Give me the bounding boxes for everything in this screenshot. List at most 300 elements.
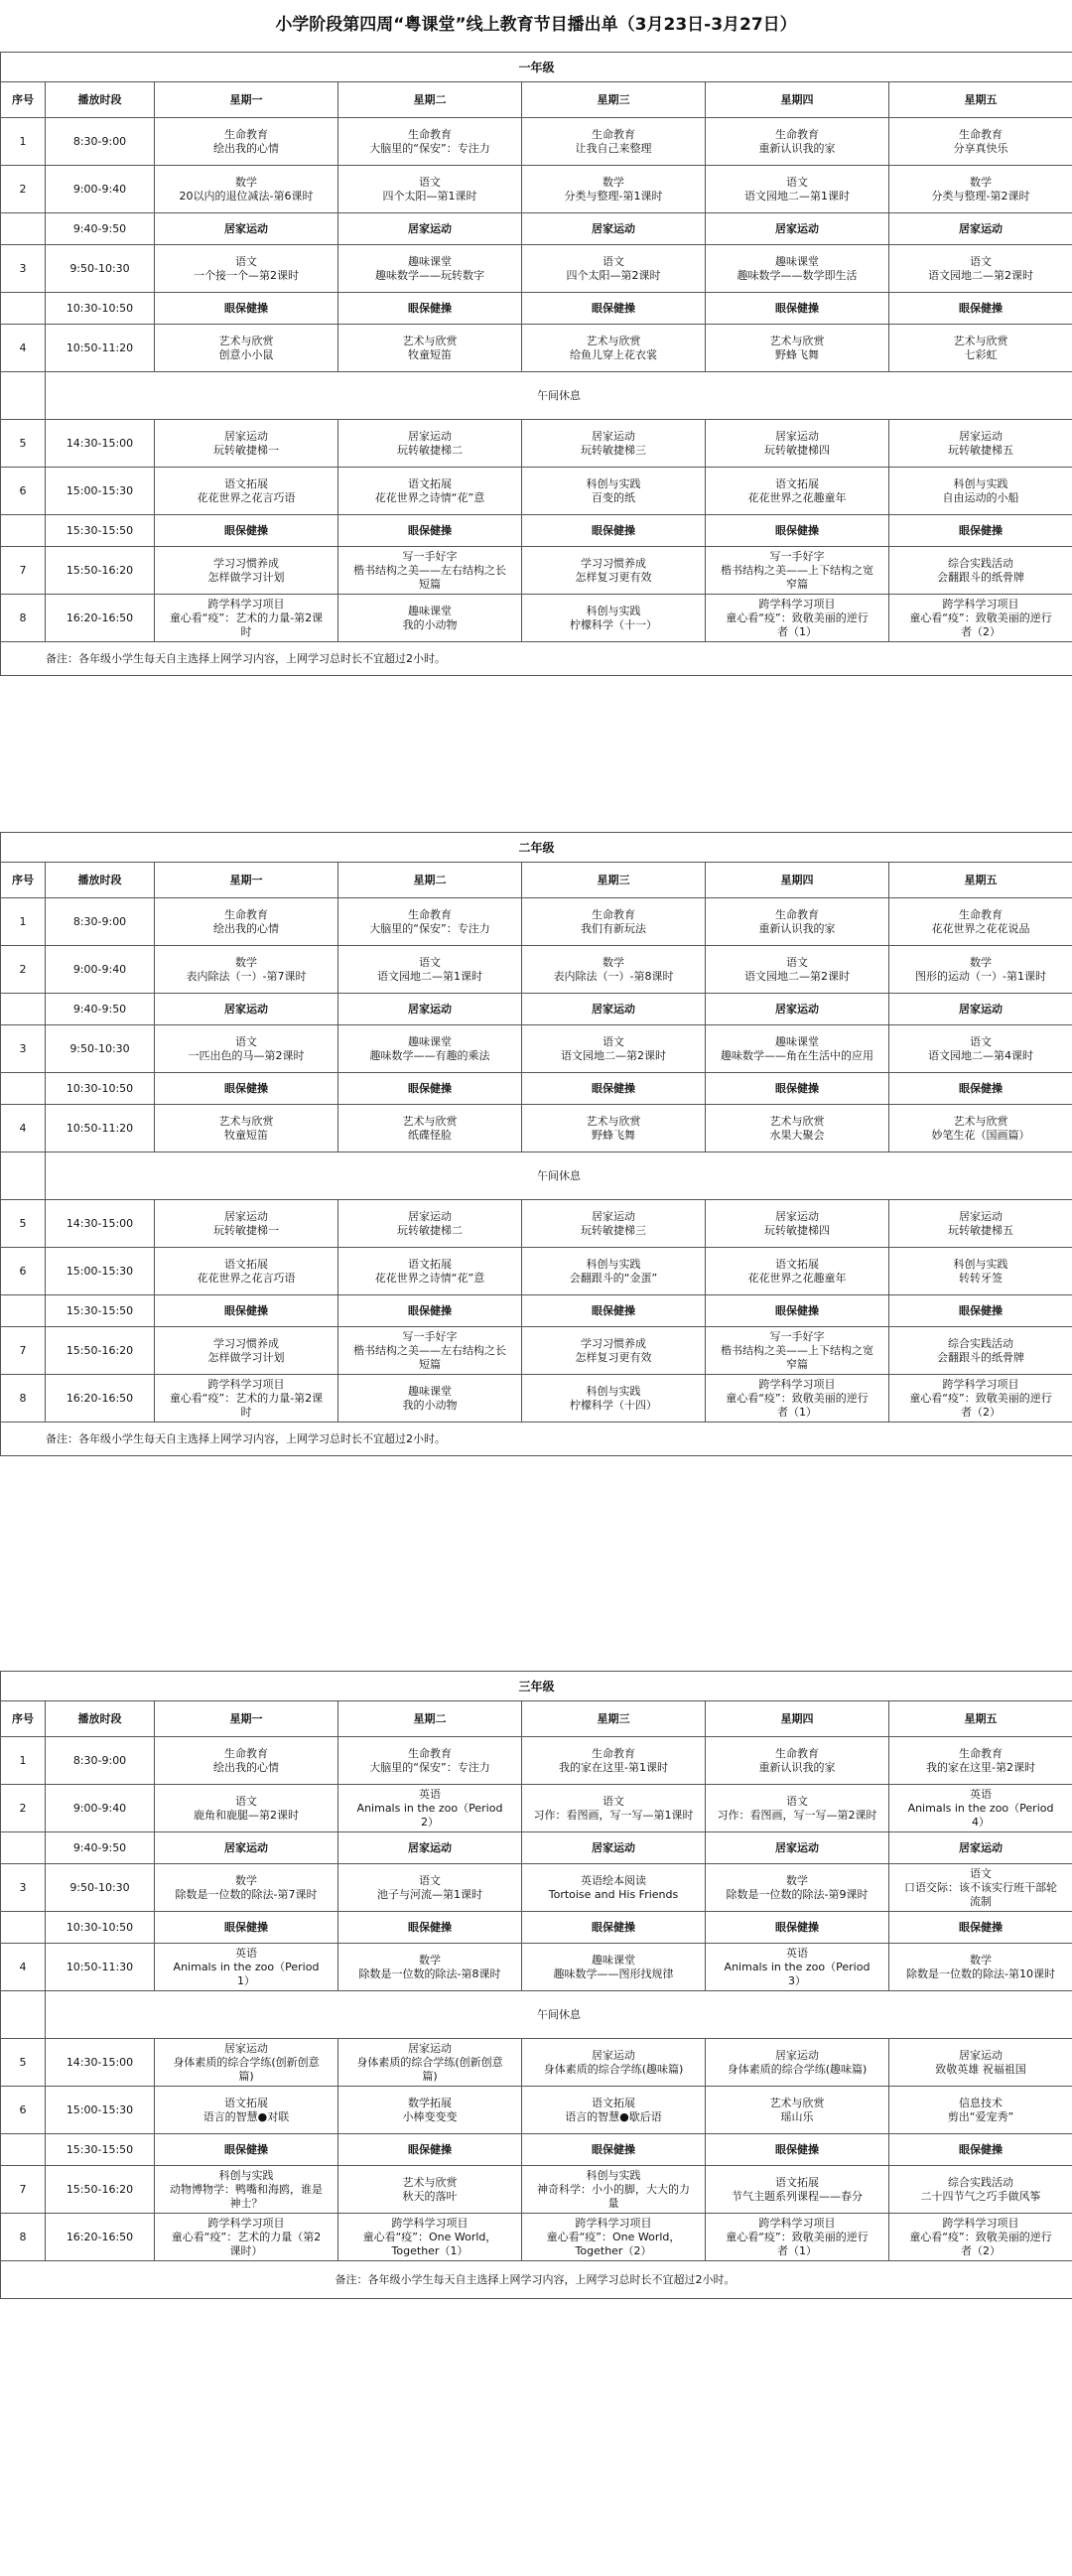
program-subject: 语文 xyxy=(786,1794,808,1808)
row-number: 1 xyxy=(1,118,46,166)
program-cell xyxy=(338,1248,522,1295)
time-slot: 16:20-16:50 xyxy=(46,595,155,642)
program-subject: 跨学科学习项目 xyxy=(942,2216,1019,2230)
program-topic: 语文园地二—第1课时 xyxy=(744,189,850,203)
row-number: 1 xyxy=(1,1737,46,1785)
program-subject: 科创与实践 xyxy=(953,476,1008,490)
program-cell xyxy=(889,994,1072,1025)
table-row xyxy=(1,1944,1072,1991)
program-topic: 池子与河流—第1课时 xyxy=(377,1887,482,1901)
activity-row xyxy=(1,1832,1072,1864)
program-cell xyxy=(706,1327,889,1375)
time-slot: 10:30-10:50 xyxy=(46,1912,155,1944)
program-subject: 数学拓展 xyxy=(408,2096,452,2109)
program-cell xyxy=(155,547,338,595)
program-subject: 数学 xyxy=(603,955,624,969)
program-cell xyxy=(155,166,338,213)
program-subject: 学习习惯养成 xyxy=(213,556,279,570)
time-slot: 9:50-10:30 xyxy=(46,1025,155,1073)
program-cell xyxy=(706,1944,889,1991)
program-cell xyxy=(155,1327,338,1375)
program-cell xyxy=(889,1248,1072,1295)
program-cell xyxy=(706,2087,889,2134)
program-cell xyxy=(522,213,706,245)
table-row xyxy=(1,325,1072,372)
program-cell xyxy=(522,1785,706,1832)
program-subject: 语文 xyxy=(970,1866,993,1880)
program-cell xyxy=(338,515,522,547)
program-cell xyxy=(889,2166,1072,2214)
column-header: 星期三 xyxy=(522,863,706,898)
activity-row xyxy=(1,1912,1072,1944)
program-cell xyxy=(706,994,889,1025)
column-header: 星期二 xyxy=(338,82,522,118)
program-topic: 者（2） xyxy=(961,1405,1002,1419)
program-cell xyxy=(522,2166,706,2214)
program-subject: 眼保健操 xyxy=(224,523,268,537)
program-cell xyxy=(155,898,338,946)
column-header: 星期三 xyxy=(522,82,706,118)
table-row xyxy=(1,595,1072,642)
time-slot: 16:20-16:50 xyxy=(46,2214,155,2261)
program-subject: 眼保健操 xyxy=(959,523,1004,537)
program-subject: 跨学科学习项目 xyxy=(942,597,1019,610)
program-topic: 表内除法（一）-第7课时 xyxy=(186,969,307,983)
program-cell xyxy=(706,2039,889,2087)
program-subject: 居家运动 xyxy=(775,429,819,443)
program-subject: 数学 xyxy=(235,1873,257,1887)
program-topic: 短篇 xyxy=(419,577,441,591)
program-topic: 致敬英雄 祝福祖国 xyxy=(935,2062,1026,2076)
program-subject: 语文拓展 xyxy=(775,1257,819,1271)
column-header: 星期一 xyxy=(155,863,338,898)
program-topic: 除数是一位数的除法-第10课时 xyxy=(906,1966,1055,1980)
program-topic: 语言的智慧●对联 xyxy=(202,2109,290,2123)
program-subject: 英语 xyxy=(419,1787,441,1801)
program-topic: 童心看“疫”：One World， xyxy=(362,2230,497,2243)
table-row xyxy=(1,468,1072,515)
program-subject: 语文 xyxy=(235,1034,257,1048)
program-cell xyxy=(706,1864,889,1912)
program-subject: 眼保健操 xyxy=(592,1920,635,1934)
program-topic: 趣味数学——图形找规律 xyxy=(553,1966,674,1980)
program-topic: 怎样复习更有效 xyxy=(575,1350,652,1364)
table-row xyxy=(1,1025,1072,1073)
program-cell xyxy=(706,2166,889,2214)
program-topic: 百变的纸 xyxy=(592,490,635,504)
program-subject: 科创与实践 xyxy=(586,1384,641,1398)
program-cell xyxy=(155,1073,338,1105)
program-topic: 重新认识我的家 xyxy=(758,1760,836,1774)
program-subject: 语文拓展 xyxy=(408,476,452,490)
program-topic: 重新认识我的家 xyxy=(758,141,836,155)
program-topic: 花花世界之诗情“花”意 xyxy=(374,1271,485,1285)
program-cell xyxy=(338,994,522,1025)
program-cell xyxy=(522,2087,706,2134)
program-topic: 给鱼儿穿上花衣裳 xyxy=(570,347,657,361)
program-subject: 居家运动 xyxy=(408,1840,452,1854)
row-number xyxy=(1,213,46,245)
time-slot: 9:40-9:50 xyxy=(46,1832,155,1864)
program-topic: 一个接一个—第2课时 xyxy=(194,268,299,282)
program-cell xyxy=(706,2214,889,2261)
program-subject: 居家运动 xyxy=(408,1209,452,1223)
time-slot: 14:30-15:00 xyxy=(46,1200,155,1248)
program-cell xyxy=(155,1785,338,1832)
note-text: 备注：各年级小学生每天自主选择上网学习内容，上网学习总时长不宜超过2小时。 xyxy=(1,2261,1072,2299)
program-cell xyxy=(338,1944,522,1991)
program-topic: 大脑里的“保安”：专注力 xyxy=(369,921,490,935)
program-topic: 4） xyxy=(972,1815,991,1829)
lunch-break-label: 午间休息 xyxy=(46,1991,1072,2039)
program-cell xyxy=(706,898,889,946)
program-topic: 时 xyxy=(240,624,252,638)
program-topic: 牧童短笛 xyxy=(224,1128,268,1142)
program-topic: 语文园地二—第4课时 xyxy=(928,1048,1034,1062)
program-topic: 童心看“疫”：One World， xyxy=(546,2230,681,2243)
program-subject: 眼保健操 xyxy=(224,1303,268,1317)
program-subject: 生命教育 xyxy=(224,907,268,921)
program-cell xyxy=(155,293,338,325)
program-topic: 四个太阳—第2课时 xyxy=(566,268,661,282)
program-cell xyxy=(706,1832,889,1864)
program-subject: 居家运动 xyxy=(775,1840,819,1854)
row-number: 2 xyxy=(1,946,46,994)
program-cell xyxy=(522,118,706,166)
program-cell xyxy=(338,1864,522,1912)
program-topic: 牧童短笛 xyxy=(408,347,452,361)
program-subject: 综合实践活动 xyxy=(948,556,1014,570)
program-topic: 童心看“疫”：致敬美丽的逆行 xyxy=(909,2230,1052,2243)
time-slot: 8:30-9:00 xyxy=(46,118,155,166)
time-slot: 9:00-9:40 xyxy=(46,1785,155,1832)
program-cell xyxy=(706,1375,889,1423)
program-topic: 玩转敏捷梯三 xyxy=(581,1223,646,1237)
program-topic: 时 xyxy=(240,1405,252,1419)
time-slot: 8:30-9:00 xyxy=(46,898,155,946)
activity-row xyxy=(1,293,1072,325)
table-row xyxy=(1,547,1072,595)
program-topic: 花花世界之花趣童年 xyxy=(747,1271,847,1285)
program-subject: 语文拓展 xyxy=(224,1257,268,1271)
column-header: 星期四 xyxy=(706,82,889,118)
program-subject: 语文 xyxy=(419,955,441,969)
program-subject: 居家运动 xyxy=(775,2048,819,2062)
program-topic: Animals in the zoo（Period xyxy=(173,1960,320,1973)
program-cell xyxy=(155,1912,338,1944)
program-cell xyxy=(155,1105,338,1152)
program-topic: 习作：看图画，写一写—第1课时 xyxy=(533,1808,694,1822)
program-subject: 居家运动 xyxy=(775,1002,819,1016)
activity-row xyxy=(1,994,1072,1025)
program-topic: 野蜂飞舞 xyxy=(592,1128,635,1142)
time-slot: 14:30-15:00 xyxy=(46,2039,155,2087)
program-cell xyxy=(338,1327,522,1375)
grade-2-schedule xyxy=(0,832,1072,1456)
program-subject: 眼保健操 xyxy=(592,2142,635,2156)
program-subject: 居家运动 xyxy=(775,221,819,235)
program-cell xyxy=(155,1248,338,1295)
program-cell xyxy=(522,1200,706,1248)
row-number: 1 xyxy=(1,898,46,946)
note-text: 备注：各年级小学生每天自主选择上网学习内容，上网学习总时长不宜超过2小时。 xyxy=(1,642,1072,676)
program-subject: 跨学科学习项目 xyxy=(207,2216,285,2230)
program-cell xyxy=(338,468,522,515)
program-cell xyxy=(889,325,1072,372)
program-topic: 童心看“疫”：致敬美丽的逆行 xyxy=(909,610,1052,624)
row-number: 2 xyxy=(1,1785,46,1832)
program-cell xyxy=(155,2134,338,2166)
program-topic: 节气主题系列课程——春分 xyxy=(732,2189,863,2203)
program-cell xyxy=(522,898,706,946)
program-topic: 童心看“疫”：艺术的力量-第2课 xyxy=(169,610,324,624)
program-subject: 眼保健操 xyxy=(775,2142,819,2156)
time-slot: 15:50-16:20 xyxy=(46,547,155,595)
program-cell xyxy=(338,2134,522,2166)
program-cell xyxy=(155,2166,338,2214)
program-topic: 花花世界之花花说品 xyxy=(931,921,1030,935)
time-slot: 15:30-15:50 xyxy=(46,2134,155,2166)
note-text: 备注：各年级小学生每天自主选择上网学习内容，上网学习总时长不宜超过2小时。 xyxy=(1,1423,1072,1456)
column-header: 星期五 xyxy=(889,82,1072,118)
program-subject: 语文 xyxy=(603,1034,624,1048)
program-cell xyxy=(706,118,889,166)
program-cell xyxy=(706,1248,889,1295)
program-topic: Together（1） xyxy=(391,2243,469,2257)
program-cell xyxy=(889,515,1072,547)
program-cell xyxy=(522,1375,706,1423)
program-cell xyxy=(889,1944,1072,1991)
program-topic: 楷书结构之美——上下结构之宽 xyxy=(721,1343,873,1357)
program-cell xyxy=(889,2039,1072,2087)
program-cell xyxy=(522,245,706,293)
time-slot: 10:50-11:20 xyxy=(46,325,155,372)
page-title: 小学阶段第四周“粤课堂”线上教育节目播出单（3月23日-3月27日） xyxy=(275,15,797,35)
program-cell xyxy=(338,1295,522,1327)
column-header: 星期四 xyxy=(706,863,889,898)
program-cell xyxy=(155,1864,338,1912)
program-topic: 除数是一位数的除法-第8课时 xyxy=(358,1966,501,1980)
row-number xyxy=(1,1912,46,1944)
program-cell xyxy=(155,515,338,547)
program-topic: 口语交际：该不该实行班干部轮 xyxy=(904,1880,1058,1894)
program-subject: 趣味课堂 xyxy=(408,1034,452,1048)
row-number xyxy=(1,1832,46,1864)
program-subject: 居家运动 xyxy=(224,1209,268,1223)
table-row xyxy=(1,1327,1072,1375)
program-cell xyxy=(522,1832,706,1864)
program-subject: 居家运动 xyxy=(592,221,635,235)
program-cell xyxy=(338,245,522,293)
row-number xyxy=(1,515,46,547)
column-header-row xyxy=(1,1701,1072,1737)
lunch-break-label: 午间休息 xyxy=(46,372,1072,420)
program-cell xyxy=(522,2214,706,2261)
program-subject: 眼保健操 xyxy=(775,301,819,315)
program-topic: 野蜂飞舞 xyxy=(775,347,819,361)
program-cell xyxy=(889,2134,1072,2166)
program-subject: 居家运动 xyxy=(959,1209,1004,1223)
program-subject: 眼保健操 xyxy=(408,301,452,315)
program-subject: 学习习惯养成 xyxy=(581,556,646,570)
time-slot: 9:50-10:30 xyxy=(46,245,155,293)
program-cell xyxy=(155,1295,338,1327)
table-row xyxy=(1,1375,1072,1423)
program-topic: 量 xyxy=(607,2196,619,2210)
program-subject: 写一手好字 xyxy=(769,1329,825,1343)
program-cell xyxy=(155,325,338,372)
program-subject: 居家运动 xyxy=(224,2041,268,2055)
program-cell xyxy=(338,166,522,213)
program-subject: 眼保健操 xyxy=(775,1081,819,1095)
program-topic: 者（1） xyxy=(777,1405,817,1419)
program-cell xyxy=(338,1025,522,1073)
program-cell xyxy=(522,1073,706,1105)
program-cell xyxy=(522,420,706,468)
program-subject: 数学 xyxy=(603,175,624,189)
program-topic: 玩转敏捷梯二 xyxy=(397,1223,463,1237)
program-topic: 玩转敏捷梯四 xyxy=(764,443,830,457)
program-cell xyxy=(889,293,1072,325)
program-cell xyxy=(338,547,522,595)
program-subject: 语文拓展 xyxy=(408,1257,452,1271)
program-cell xyxy=(155,2214,338,2261)
program-subject: 居家运动 xyxy=(959,1002,1004,1016)
time-slot: 15:50-16:20 xyxy=(46,2166,155,2214)
row-number: 4 xyxy=(1,1944,46,1991)
program-topic: 七彩虹 xyxy=(964,347,998,361)
program-cell xyxy=(155,994,338,1025)
program-subject: 语文 xyxy=(970,1034,993,1048)
program-topic: 转转牙签 xyxy=(959,1271,1004,1285)
table-row xyxy=(1,1105,1072,1152)
program-cell xyxy=(889,1200,1072,1248)
column-header-row xyxy=(1,863,1072,898)
program-topic: 楷书结构之美——左右结构之长 xyxy=(353,563,506,577)
program-topic: 童心看“疫”：致敬美丽的逆行 xyxy=(726,1391,869,1405)
program-cell xyxy=(522,1327,706,1375)
table-row xyxy=(1,946,1072,994)
program-subject: 眼保健操 xyxy=(408,523,452,537)
program-cell xyxy=(889,1105,1072,1152)
program-topic: 1） xyxy=(237,1973,255,1987)
row-number xyxy=(1,994,46,1025)
row-number: 3 xyxy=(1,245,46,293)
program-topic: 秋天的落叶 xyxy=(402,2189,458,2203)
program-topic: 怎样复习更有效 xyxy=(575,570,652,584)
program-cell xyxy=(706,1295,889,1327)
program-cell xyxy=(338,2166,522,2214)
program-subject: 生命教育 xyxy=(959,907,1004,921)
program-subject: 眼保健操 xyxy=(959,2142,1004,2156)
row-number xyxy=(1,1991,46,2039)
grade-title: 二年级 xyxy=(1,833,1072,863)
program-topic: 怎样做学习计划 xyxy=(207,570,285,584)
time-slot: 14:30-15:00 xyxy=(46,420,155,468)
program-subject: 艺术与欣赏 xyxy=(402,1114,458,1128)
column-header: 星期五 xyxy=(889,863,1072,898)
program-topic: 2） xyxy=(421,1815,439,1829)
program-cell xyxy=(706,1200,889,1248)
column-header-row xyxy=(1,82,1072,118)
program-cell xyxy=(889,1785,1072,1832)
program-cell xyxy=(155,2039,338,2087)
program-subject: 生命教育 xyxy=(224,127,268,141)
program-cell xyxy=(889,547,1072,595)
program-topic: 柠檬科学（十一） xyxy=(570,617,657,631)
program-subject: 居家运动 xyxy=(592,429,635,443)
program-topic: 篇) xyxy=(422,2069,438,2083)
program-subject: 眼保健操 xyxy=(775,1920,819,1934)
program-cell xyxy=(155,946,338,994)
program-subject: 数学 xyxy=(786,1873,808,1887)
program-subject: 跨学科学习项目 xyxy=(758,2216,836,2230)
program-cell xyxy=(338,1912,522,1944)
program-subject: 写一手好字 xyxy=(402,1329,458,1343)
row-number: 8 xyxy=(1,1375,46,1423)
program-subject: 趣味课堂 xyxy=(775,1034,819,1048)
program-subject: 居家运动 xyxy=(592,1840,635,1854)
program-subject: 语文 xyxy=(419,1873,441,1887)
program-subject: 居家运动 xyxy=(408,221,452,235)
column-header: 序号 xyxy=(1,82,46,118)
program-topic: 趣味数学——数学即生活 xyxy=(737,268,858,282)
program-cell xyxy=(706,946,889,994)
program-subject: 居家运动 xyxy=(408,2041,452,2055)
time-slot: 9:00-9:40 xyxy=(46,166,155,213)
program-subject: 艺术与欣赏 xyxy=(953,334,1008,347)
time-slot: 15:30-15:50 xyxy=(46,1295,155,1327)
activity-row xyxy=(1,515,1072,547)
program-cell xyxy=(522,515,706,547)
program-subject: 居家运动 xyxy=(592,1209,635,1223)
program-cell xyxy=(706,213,889,245)
program-topic: 鹿角和鹿腿—第2课时 xyxy=(194,1808,299,1822)
program-cell xyxy=(889,898,1072,946)
program-topic: 篇) xyxy=(238,2069,254,2083)
row-number: 2 xyxy=(1,166,46,213)
program-subject: 眼保健操 xyxy=(224,1920,268,1934)
program-subject: 居家运动 xyxy=(408,429,452,443)
program-cell xyxy=(889,468,1072,515)
program-cell xyxy=(155,1200,338,1248)
row-number xyxy=(1,2134,46,2166)
program-subject: 眼保健操 xyxy=(408,1303,452,1317)
program-cell xyxy=(889,2214,1072,2261)
program-cell xyxy=(522,2039,706,2087)
program-topic: 窄篇 xyxy=(786,577,808,591)
program-cell xyxy=(889,1327,1072,1375)
lunch-break-row xyxy=(1,1991,1072,2039)
program-cell xyxy=(155,468,338,515)
program-cell xyxy=(889,1295,1072,1327)
activity-row xyxy=(1,2134,1072,2166)
row-number: 6 xyxy=(1,2087,46,2134)
row-number: 8 xyxy=(1,595,46,642)
column-header: 星期一 xyxy=(155,82,338,118)
program-subject: 生命教育 xyxy=(408,907,452,921)
program-cell xyxy=(706,166,889,213)
program-topic: 玩转敏捷梯五 xyxy=(948,443,1014,457)
program-cell xyxy=(889,166,1072,213)
program-cell xyxy=(338,2039,522,2087)
program-subject: 居家运动 xyxy=(224,1002,268,1016)
program-subject: 居家运动 xyxy=(592,1002,635,1016)
column-header: 星期一 xyxy=(155,1701,338,1737)
program-subject: 艺术与欣赏 xyxy=(586,1114,641,1128)
lunch-break-row xyxy=(1,1152,1072,1200)
time-slot: 10:30-10:50 xyxy=(46,293,155,325)
